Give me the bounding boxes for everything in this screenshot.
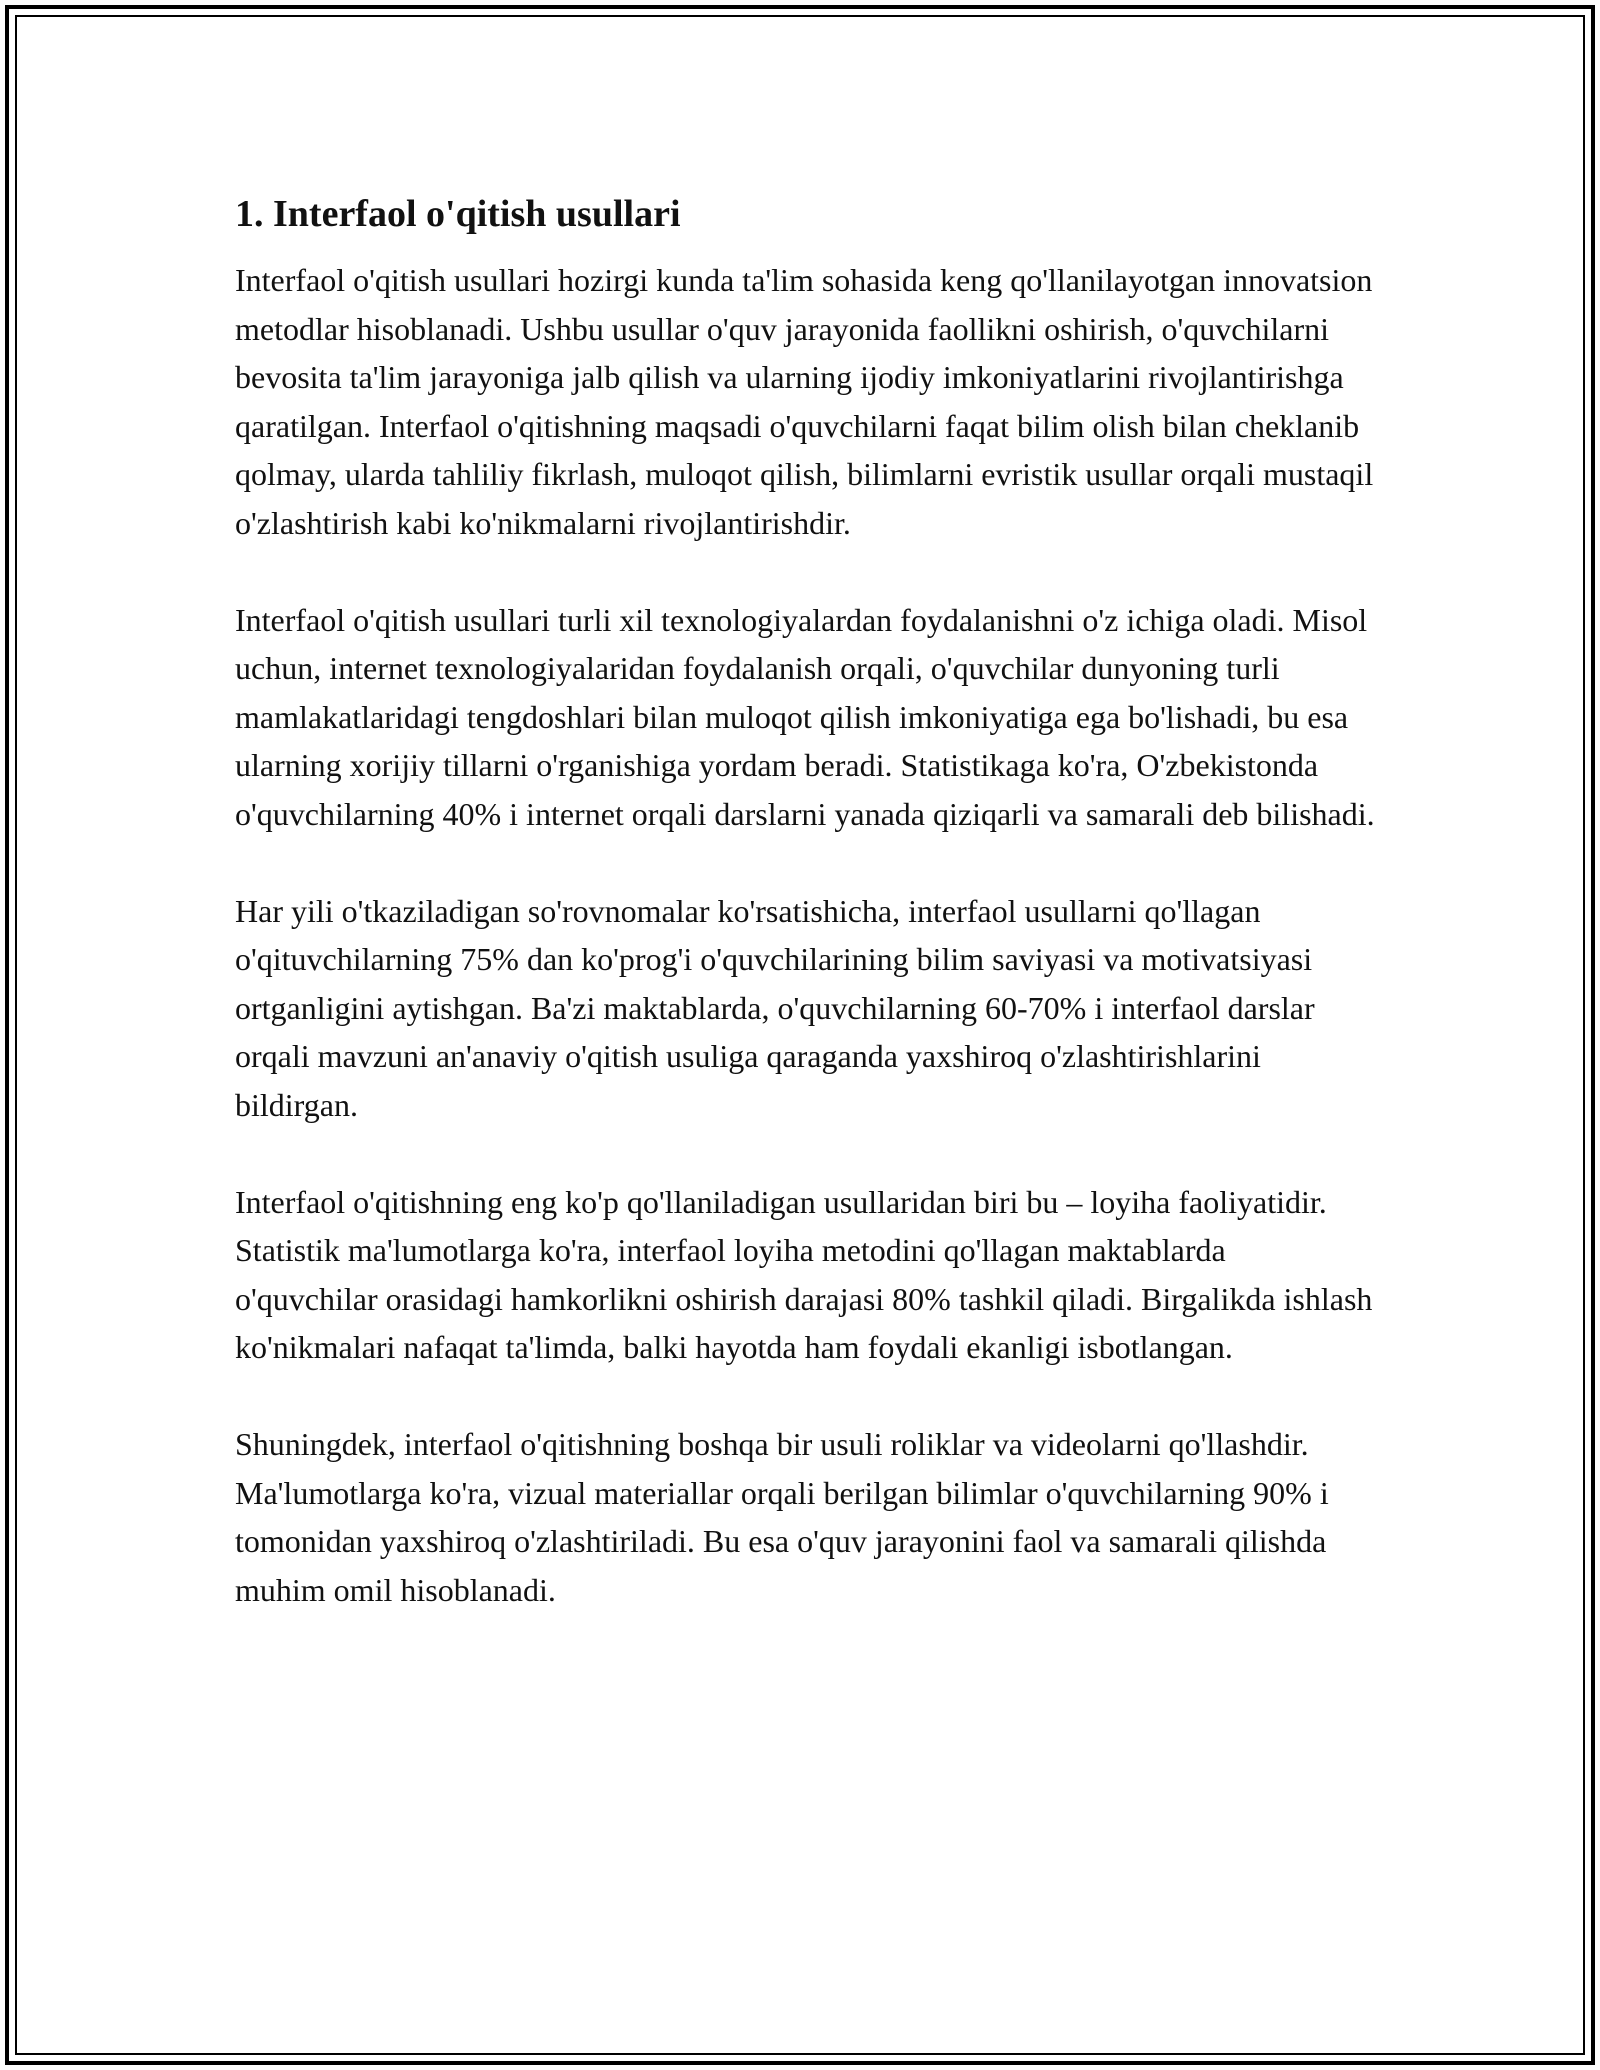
paragraph-2: Interfaol o'qitish usullari turli xil texnologiyalardan foydalanishni o'z ichiga oladi. Misol uchun, internet texnologiyalaridan foydalanish orqali, o'quvchilar dunyoning turli mamlakatlaridagi tengdoshlari bilan muloqot qilish imkoniyatiga ega bo'lishadi, bu esa ularning xorijiy tillarni o'rganishiga yordam beradi. Statistikaga ko'ra, O'zbekistonda o'quvchilarning 40% i internet orqali darslarni yanada qiziqarli va samarali deb bilishadi. — [235, 601, 1375, 832]
paragraph-4: Interfaol o'qitishning eng ko'p qo'llaniladigan usullaridan biri bu – loyiha faoliyatidir. Statistik ma'lumotlarga ko'ra, interfaol loyiha metodini qo'llagan maktablarda o'quvchilar orasidagi hamkorlikni oshirish darajasi 80% tashkil qiladi. Birgalikda ishlash ko'nikmalari nafaqat ta'limda, balki hayotda ham foydali ekanligi isbotlangan. — [235, 1183, 1373, 1365]
paragraph-3: Har yili o'tkaziladigan so'rovnomalar ko'rsatishicha, interfaol usullarni qo'llagan o'qituvchilarning 75% dan ko'prog'i o'quvchilarining bilim saviyasi va motivatsiyasi ortganligini aytishgan. Ba'zi maktablarda, o'quvchilarning 60-70% i interfaol darslar orqali mavzuni an'anaviy o'qitish usuliga qaraganda yaxshiroq o'zlashtirishlarini bildirgan. — [235, 892, 1315, 1123]
section-heading: 1. Interfaol o'qitish usullari — [235, 193, 681, 235]
document-body — [235, 188, 1375, 1663]
paragraph-1: Interfaol o'qitish usullari hozirgi kunda ta'lim sohasida keng qo'llanilayotgan innovatsion metodlar hisoblanadi. Ushbu usullar o'quv jarayonida faollikni oshirish, o'quvchilarni bevosita ta'lim jarayoniga jalb qilish va ularning ijodiy imkoniyatlarini rivojlantirishga qaratilgan. Interfaol o'qitishning maqsadi o'quvchilarni faqat bilim olish bilan cheklanib qolmay, ularda tahliliy fikrlash, muloqot qilish, bilimlarni evristik usullar orqali mustaqil o'zlashtirish kabi ko'nikmalarni rivojlantirishdir. — [235, 262, 1374, 541]
paragraph-5: Shuningdek, interfaol o'qitishning boshqa bir usuli roliklar va videolarni qo'llashdir. Ma'lumotlarga ko'ra, vizual materiallar orqali berilgan bilimlar o'quvchilarning 90% i tomonidan yaxshiroq o'zlashtiriladi. Bu esa o'quv jarayonini faol va samarali qilishda muhim omil hisoblanadi. — [235, 1426, 1329, 1608]
